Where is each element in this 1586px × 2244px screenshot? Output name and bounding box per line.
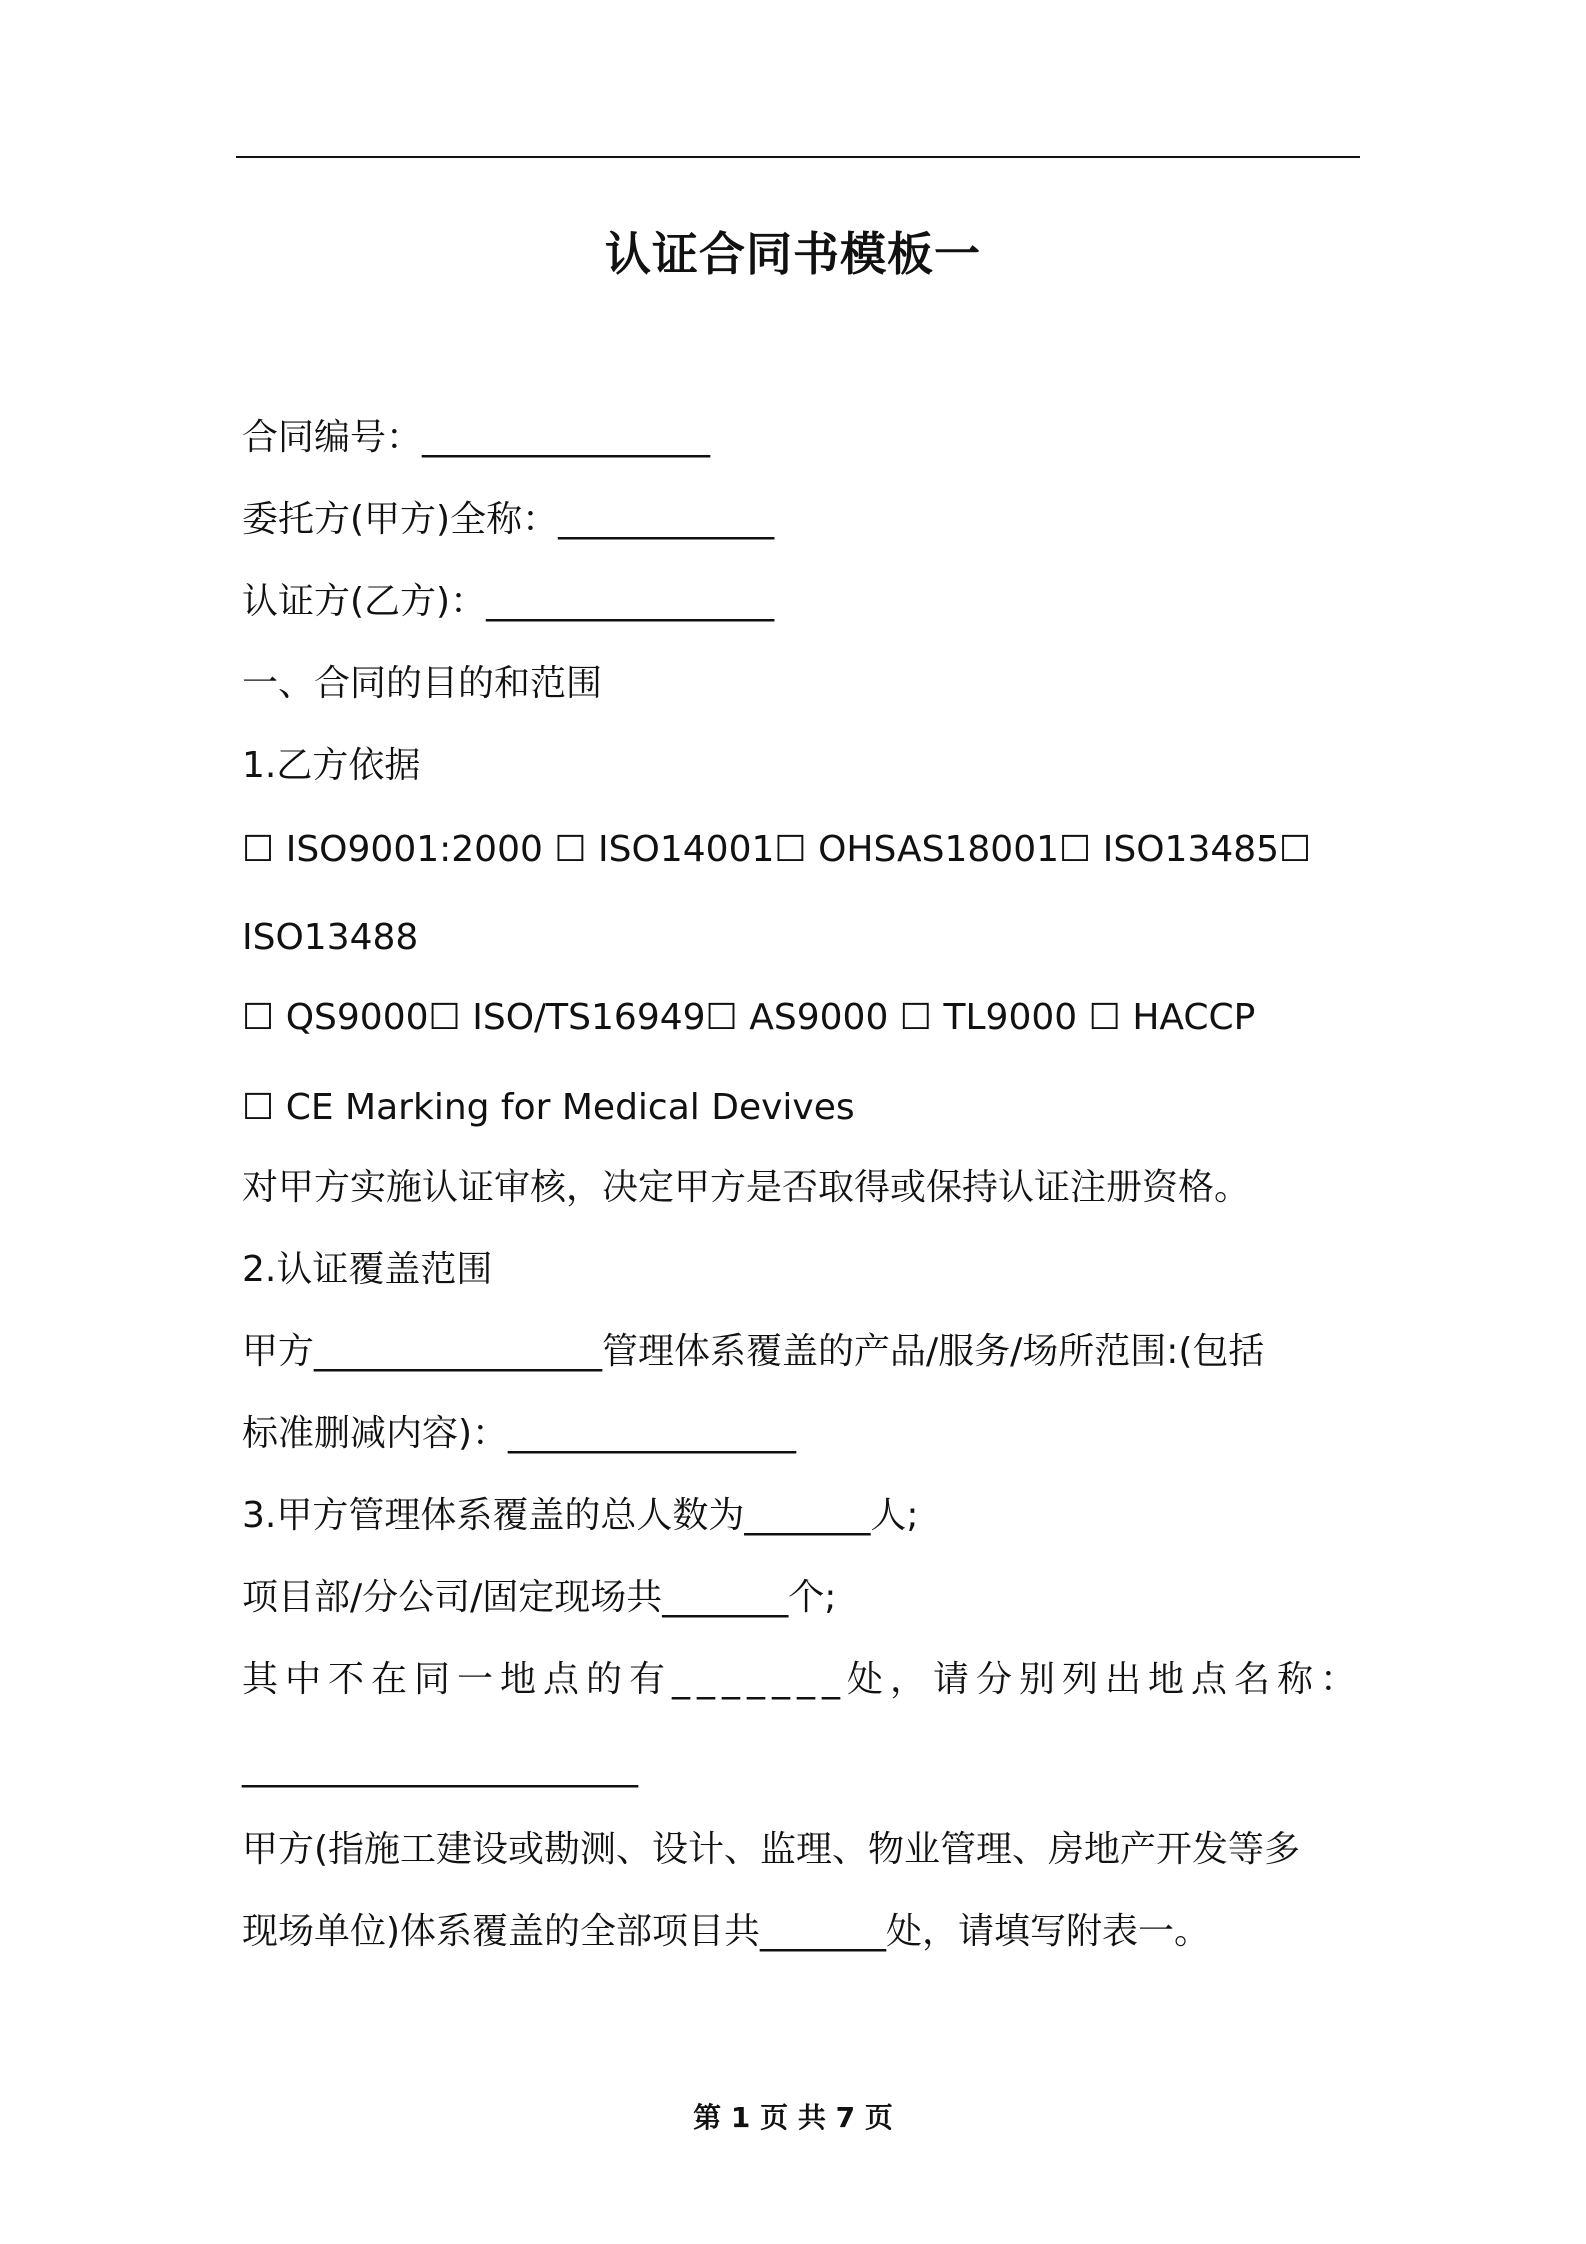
- standards-checkbox-line-1: ☐ ISO9001:2000 ☐ ISO14001☐ OHSAS18001☐ ISO13485☐: [242, 829, 1312, 870]
- standards-checkbox-line-2: ISO13488: [242, 917, 419, 958]
- audit-purpose-paragraph: 对甲方实施认证审核，决定甲方是否取得或保持认证注册资格。: [242, 1167, 1251, 1208]
- standards-checkbox-line-3: ☐ QS9000☐ ISO/TS16949☐ AS9000 ☐ TL9000 ☐ HACCP: [242, 997, 1256, 1038]
- multi-site-paragraph-line-1: 甲方(指施工建设或勘测、设计、监理、物业管理、房地产开发等多: [242, 1829, 1301, 1870]
- contract-number-line: 合同编号：________________: [242, 417, 711, 458]
- scope-paragraph-line-2: 标准删减内容)：________________: [242, 1413, 797, 1454]
- locations-blank-line: ______________________: [242, 1747, 638, 1788]
- subheading-basis: 1.乙方依据: [242, 745, 421, 786]
- standards-checkbox-line-4: ☐ CE Marking for Medical Devives: [242, 1087, 855, 1128]
- certifier-name-line: 认证方(乙方)：________________: [242, 581, 775, 622]
- subheading-scope: 2.认证覆盖范围: [242, 1249, 493, 1290]
- multi-site-paragraph-line-2: 现场单位)体系覆盖的全部项目共_______处，请填写附表一。: [242, 1911, 1211, 1952]
- client-name-line: 委托方(甲方)全称：____________: [242, 499, 775, 540]
- separate-locations-line: 其中不在同一地点的有_______处，请分别列出地点名称：: [242, 1659, 1364, 1700]
- headcount-line: 3.甲方管理体系覆盖的总人数为_______人;: [242, 1495, 919, 1536]
- scope-paragraph-line-1: 甲方________________管理体系覆盖的产品/服务/场所范围:(包括: [242, 1331, 1265, 1372]
- header-rule: [236, 156, 1360, 158]
- page-footer: 第 1 页 共 7 页: [693, 2101, 893, 2134]
- document-title: 认证合同书模板一: [605, 227, 981, 281]
- project-count-line: 项目部/分公司/固定现场共_______个;: [242, 1577, 837, 1618]
- section-heading-purpose: 一、合同的目的和范围: [242, 663, 603, 704]
